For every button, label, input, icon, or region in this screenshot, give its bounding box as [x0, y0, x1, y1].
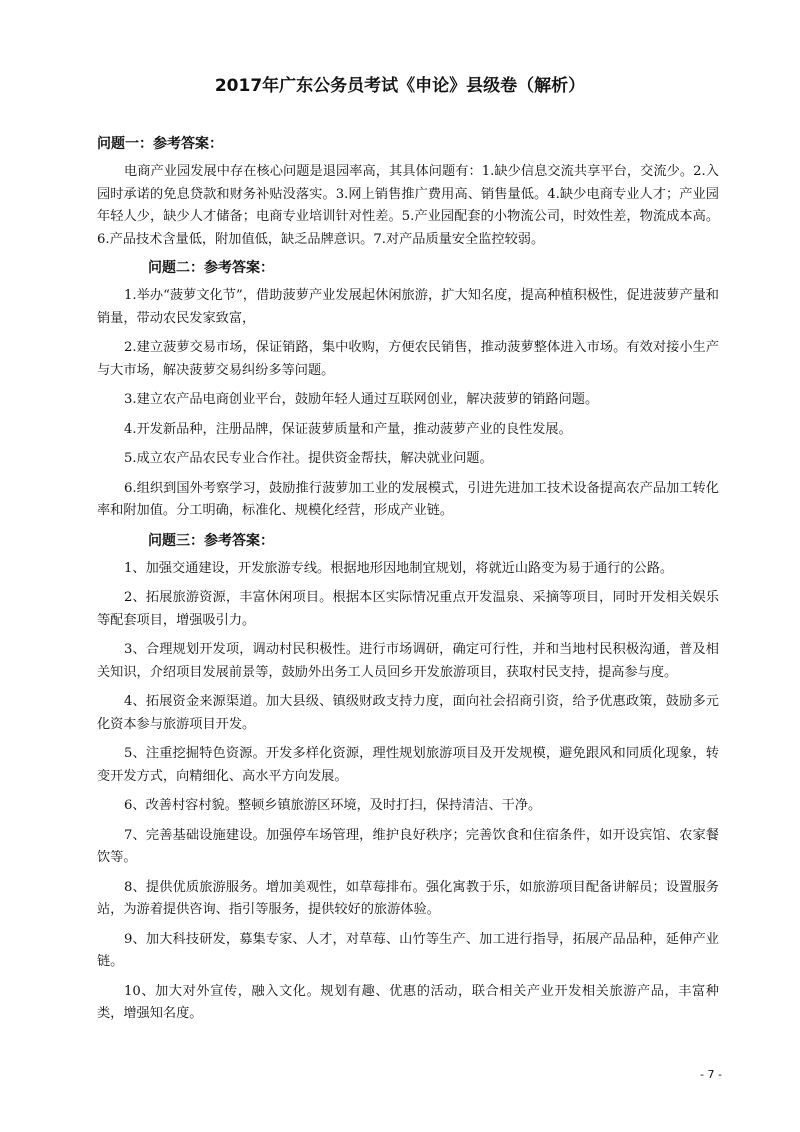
answer-paragraph: 8、提供优质旅游服务。增加美观性，如草莓排布。强化寓教于乐，如旅游项目配备讲解员；设置服务站，为游着提供咨询、指引等服务，提供较好的旅游体验。: [97, 879, 719, 917]
answer-paragraph: 6.组织到国外考察学习，鼓励推行菠萝加工业的发展模式，引进先进加工技术设备提高农产品加工转化率和附加值。分工明确，标准化、规模化经营，形成产业链。: [97, 480, 719, 518]
document-body: [97, 133, 719, 1033]
answer-paragraph: 2、拓展旅游资源，丰富休闲项目。根据本区实际情况重点开发温泉、采摘等项目，同时开发相关娱乐等配套项目，增强吸引力。: [97, 590, 719, 628]
document-title: 2017年广东公务员考试《申论》县级卷（解析）: [214, 76, 586, 96]
question-1-heading: 问题一：参考答案：: [97, 136, 223, 152]
answer-paragraph: 1.举办“菠萝文化节”，借助菠萝产业发展起休闲旅游，扩大知名度，提高种植积极性，促进菠萝产量和销量，带动农民发家致富，: [97, 288, 719, 326]
answer-paragraph: 1、加强交通建设，开发旅游专线。根据地形因地制宜规划，将就近山路变为易于通行的公路。: [124, 560, 674, 576]
answer-paragraph: 2.建立菠萝交易市场，保证销路，集中收购，方便农民销售，推动菠萝整体进入市场。有效对接小生产与大市场，解决菠萝交易纠纷多等问题。: [97, 340, 719, 378]
answer-paragraph: 4.开发新品种，注册品牌，保证菠萝质量和产量，推动菠萝产业的良性发展。: [124, 421, 572, 437]
page-number: - 7 -: [700, 1068, 722, 1081]
answer-paragraph: 4、拓展资金来源渠道。加大县级、镇级财政支持力度，面向社会招商引资，给予优惠政策，鼓励多元化资本参与旅游项目开发。: [97, 694, 719, 732]
answer-paragraph: 3.建立农产品电商创业平台，鼓励年轻人通过互联网创业，解决菠萝的销路问题。: [124, 392, 599, 407]
question-3-heading: 问题三：参考答案：: [148, 532, 274, 549]
question-2-heading: 问题二：参考答案：: [148, 260, 274, 276]
answer-paragraph: 7、完善基础设施建设。加强停车场管理，维护良好秩序；完善饮食和住宿条件，如开设宾馆、农家餐饮等。: [97, 827, 719, 865]
answer-paragraph: 电商产业园发展中存在核心问题是退园率高，其具体问题有：1.缺少信息交流共享平台，交流少。2.入园时承诺的免息贷款和财务补贴没落实。3.网上销售推广费用高、销售量低。4.缺少电商专业人才；产业园年轻人少，缺少人才储备；电商专业培训针对性差。5.产业园配套的小物流公司，时效性差，物流成本高。6.产品技术含量低，附加值低，缺乏品牌意识。7.对产品质量安全监控较弱。: [97, 164, 719, 247]
answer-paragraph: 6、改善村容村貌。整顿乡镇旅游区环境，及时打扫，保持清洁、干净。: [124, 798, 542, 813]
answer-paragraph: 3、合理规划开发项，调动村民积极性。进行市场调研，确定可行性，并和当地村民积极沟通，普及相关知识，介绍项目发展前景等，鼓励外出务工人员回乡开发旅游项目，获取村民支持，提高参与度。: [97, 642, 719, 680]
answer-paragraph: 9、加大科技研发，募集专家、人才，对草莓、山竹等生产、加工进行指导，拓展产品品种，延伸产业链。: [97, 931, 719, 969]
answer-paragraph: 10、加大对外宣传，融入文化。规划有趣、优惠的活动，联合相关产业开发相关旅游产品，丰富种类，增强知名度。: [97, 983, 719, 1021]
answer-paragraph: 5.成立农产品农民专业合作社。提供资金帮扶，解决就业问题。: [124, 451, 493, 466]
answer-paragraph: 5、注重挖掘特色资源。开发多样化资源，理性规划旅游项目及开发规模，避免跟风和同质化现象，转变开发方式，向精细化、高水平方向发展。: [97, 746, 719, 784]
